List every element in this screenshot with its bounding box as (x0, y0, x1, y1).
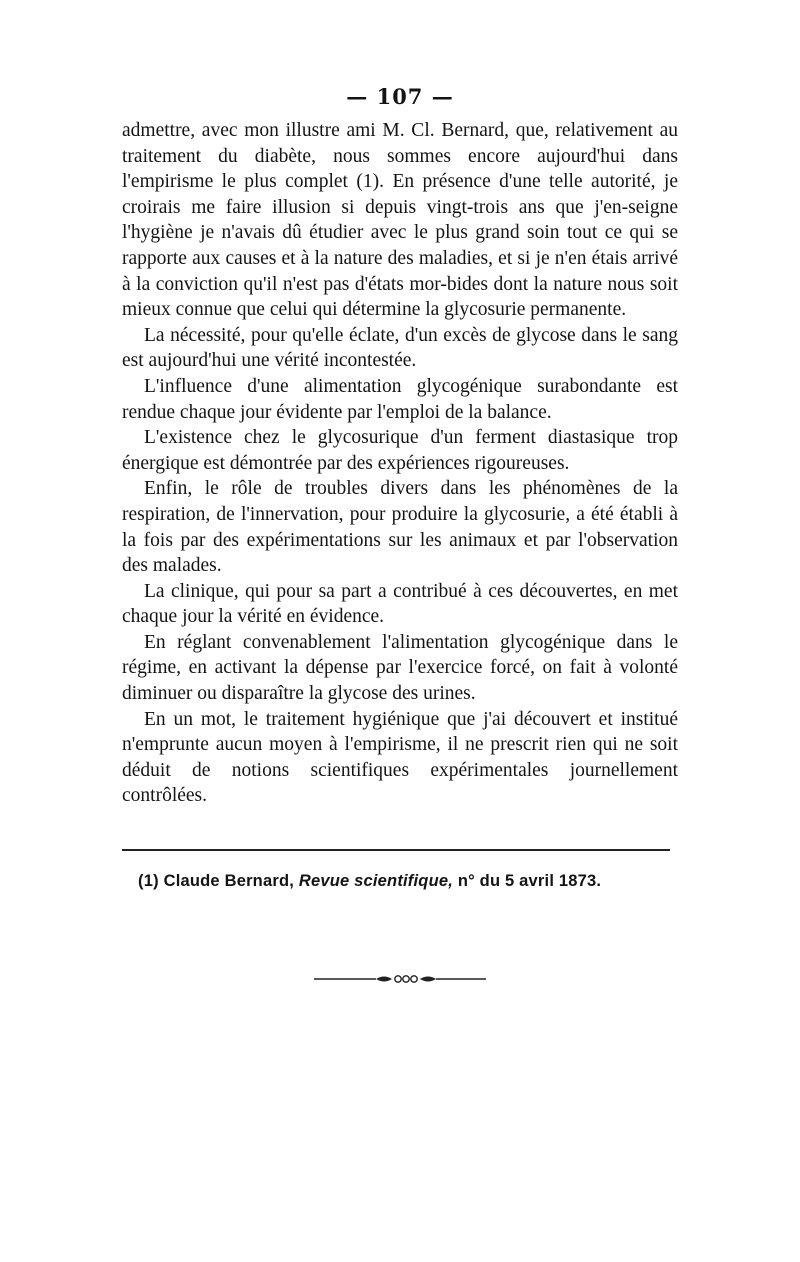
footnote-journal: Revue scientifique, (298, 872, 454, 890)
footnote-rest: n° du 5 avril 1873. (457, 872, 602, 890)
page-number: — 107 — (346, 84, 454, 109)
paragraph-5: Enfin, le rôle de troubles divers dans les phénomènes de la respiration, de l'innervation, pour produire la glycosurie, a été établi à la fois par des expérimentations sur les animaux et par l'observation des malades. (122, 478, 678, 577)
body-text (122, 118, 678, 809)
footnote (138, 872, 668, 891)
paragraph-8: En un mot, le traitement hygiénique que j'ai découvert et institué n'emprunte aucun moyen à l'empirisme, il ne prescrit rien qui ne soit déduit de notions scientifiques expérimentales journellement contrôlées. (122, 708, 678, 807)
end-ornament-icon (314, 971, 486, 987)
paragraph-4: L'existence chez le glycosurique d'un ferment diastasique trop énergique est démontrée par des expériences rigoureuses. (122, 427, 678, 474)
paragraph-1: admettre, avec mon illustre ami M. Cl. Bernard, que, relativement au traitement du diabète, nous sommes encore aujourd'hui dans l'empirisme le plus complet (1). En présence d'une telle autorité, je croirais me faire illusion si depuis vingt-trois ans que j'en-seigne l'hygiène je n'avais dû étudier avec le plus grand soin tout ce qui se rapporte aux causes et à la nature des maladies, et si je n'en étais arrivé à la conviction qu'il n'est pas d'états mor-bides dont la nature nous soit mieux connue que celui qui détermine la glycosurie permanente. (122, 120, 678, 321)
footnote-rule (122, 849, 670, 851)
paragraph-7: En réglant convenablement l'alimentation glycogénique dans le régime, en activant la dépense par l'exercice forcé, on fait à volonté diminuer ou disparaître la glycose des urines. (122, 631, 678, 705)
footnote-marker: (1) (138, 872, 159, 890)
paragraph-6: La clinique, qui pour sa part a contribué à ces découvertes, en met chaque jour la vérité en évidence. (122, 580, 678, 628)
paragraph-2: La nécessité, pour qu'elle éclate, d'un excès de glycose dans le sang est aujourd'hui une vérité incontestée. (122, 324, 678, 372)
paragraph-3: L'influence d'une alimentation glycogénique surabondante est rendue chaque jour évidente par l'emploi de la balance. (122, 375, 678, 423)
footnote-author: Claude Bernard, (163, 872, 295, 890)
